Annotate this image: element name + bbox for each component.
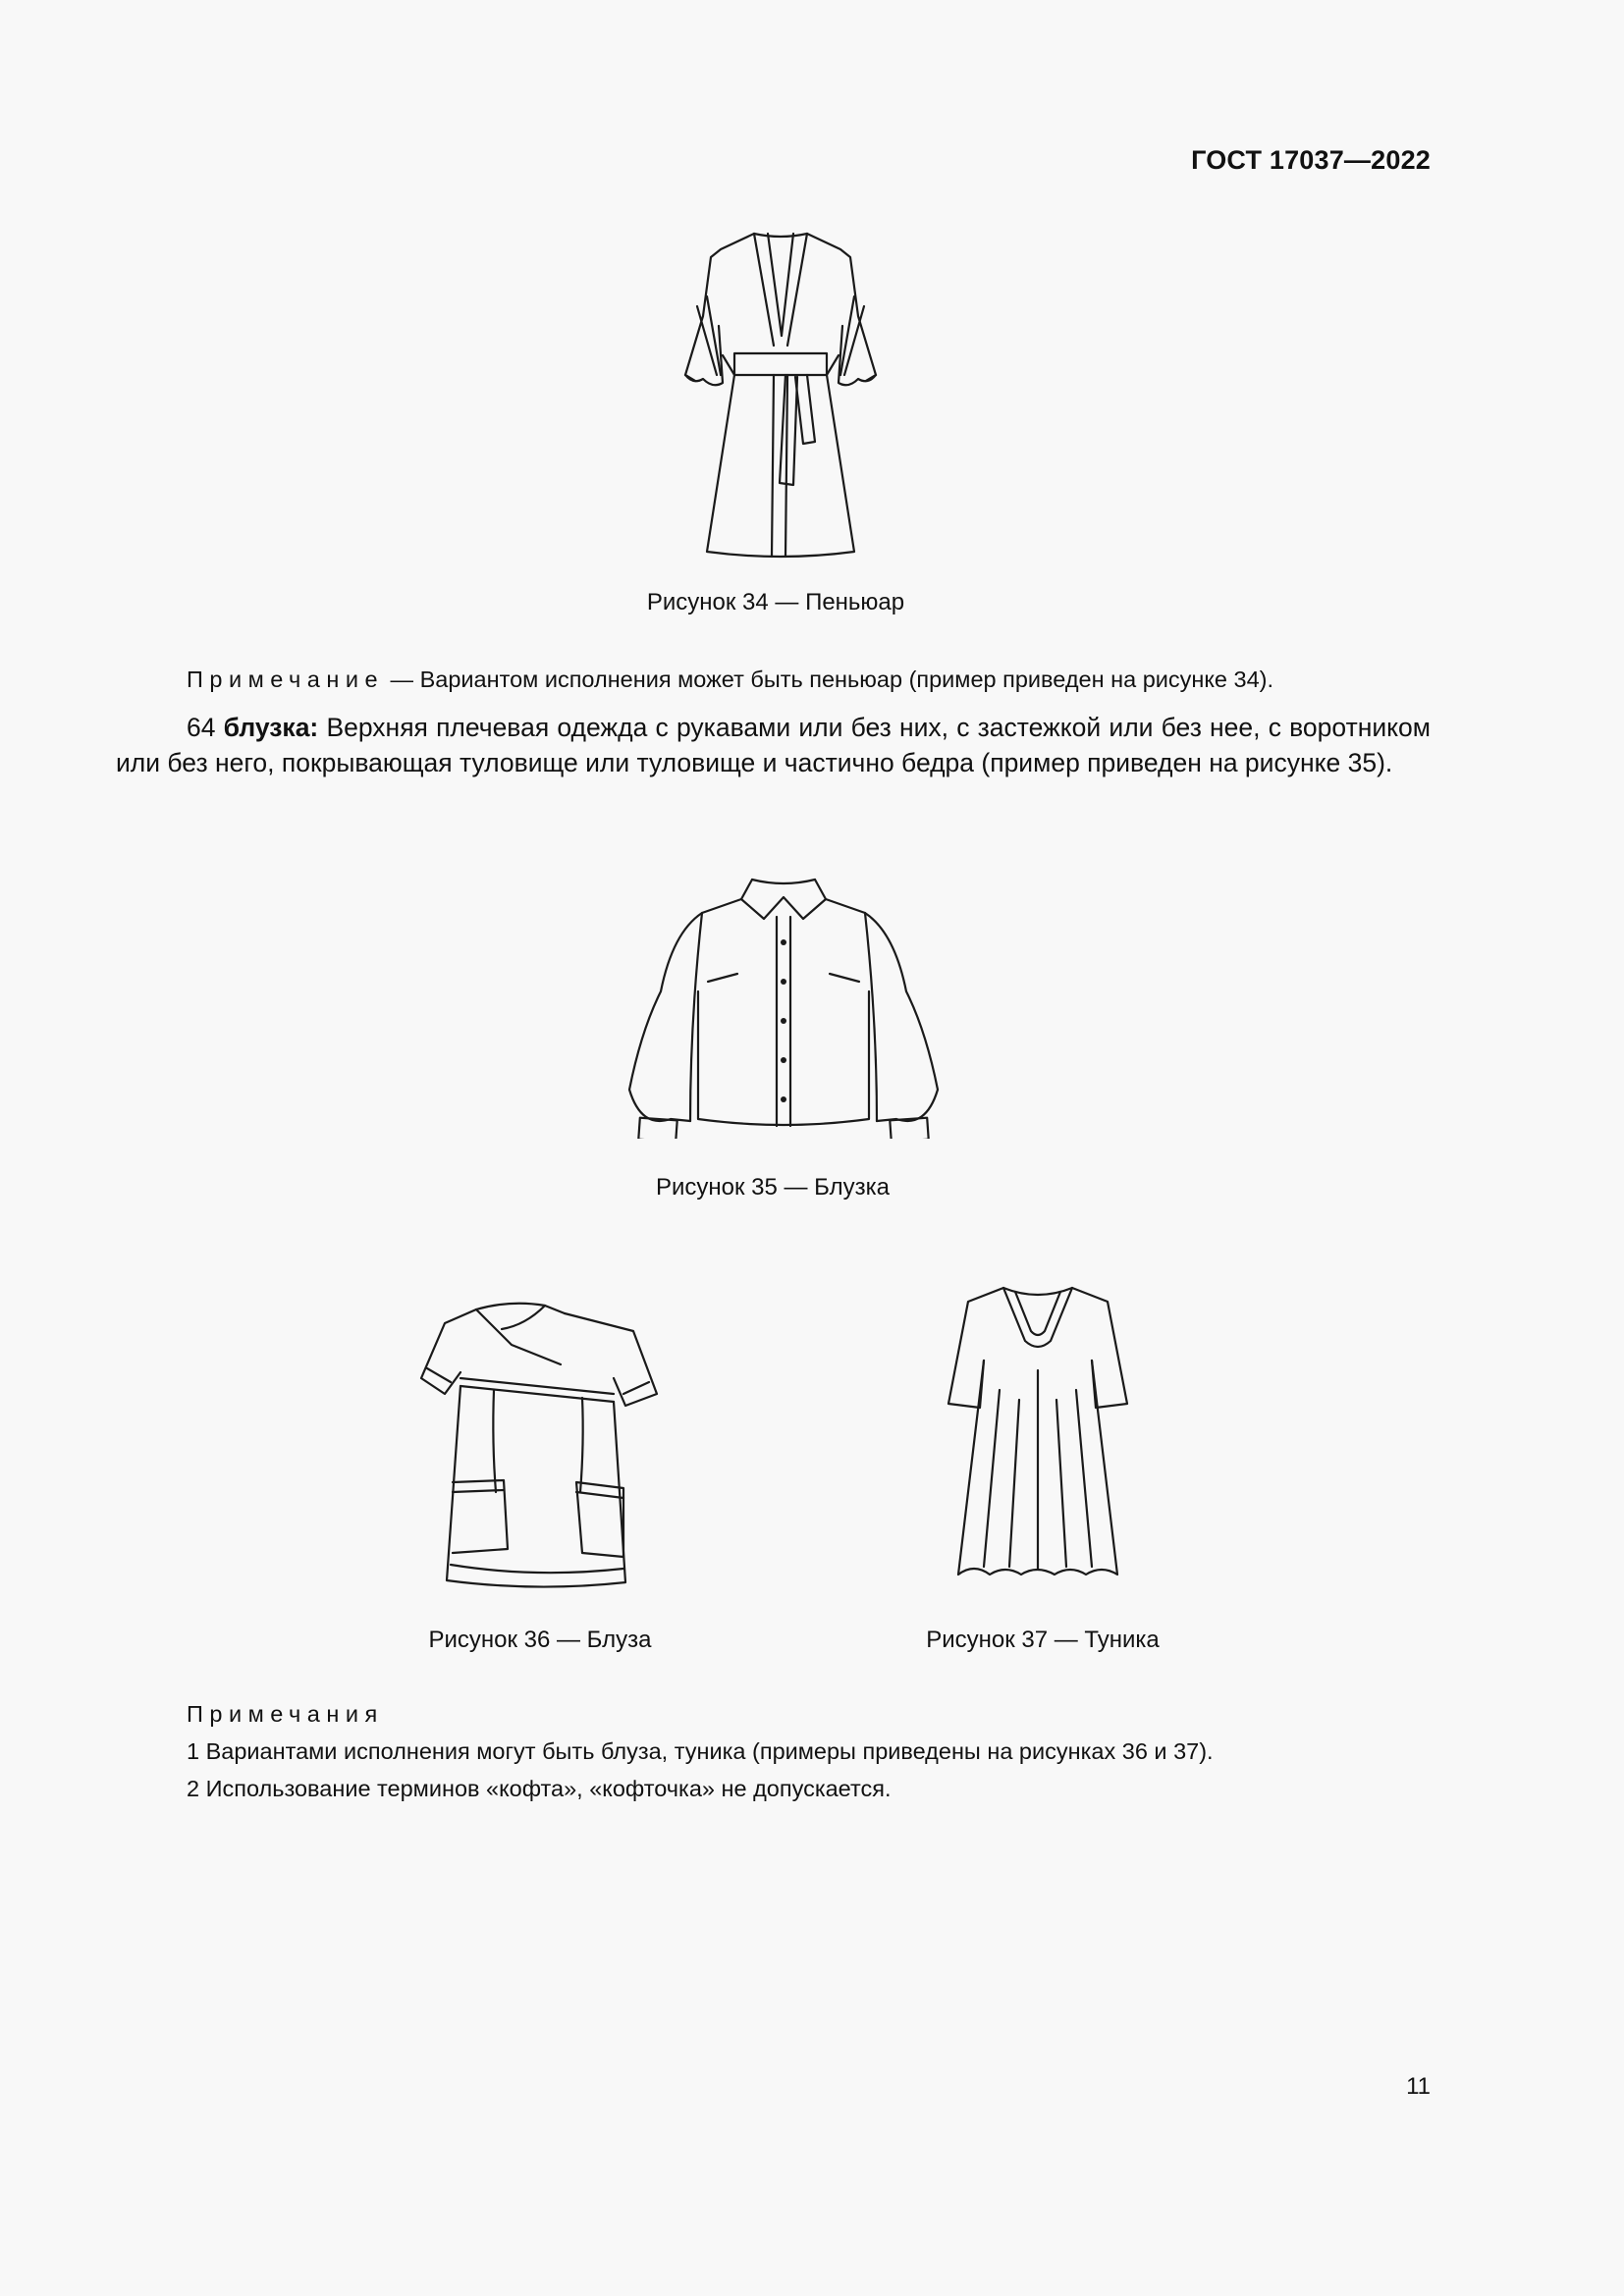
figure-36-caption: Рисунок 36 — Блуза	[428, 1627, 652, 1653]
figure-35-caption: Рисунок 35 — Блузка	[655, 1174, 891, 1201]
term-text: Верхняя плечевая одежда с рукавами или без них, с застежкой или без нее, с воротником или без него, покрывающая туловище или туловище и частично бедра (пример приведен на рисунке 35).	[116, 713, 1431, 777]
note-label: Примечание	[187, 667, 385, 692]
blouse-shirt-drawing	[622, 874, 946, 1139]
notes-heading: Примечания	[187, 1701, 384, 1727]
tunic-drawing	[945, 1282, 1131, 1586]
peignoir-drawing	[677, 228, 884, 561]
term-64-definition	[116, 710, 1431, 780]
note-text: — Вариантом исполнения может быть пеньюар (пример приведен на рисунке 34).	[384, 667, 1274, 692]
wrap-blouse-drawing	[417, 1296, 663, 1590]
note-item-1: 1 Вариантами исполнения могут быть блуза, туника (примеры приведены на рисунках 36 и 37).	[187, 1738, 1214, 1764]
document-header: ГОСТ 17037—2022	[1191, 145, 1431, 175]
note-34	[187, 667, 1273, 693]
page-number: 11	[1406, 2073, 1431, 2100]
note-item-2: 2 Использование терминов «кофта», «кофточка» не допускается.	[187, 1776, 892, 1801]
figure-34-caption: Рисунок 34 — Пеньюар	[646, 589, 905, 615]
figure-37-caption: Рисунок 37 — Туника	[926, 1627, 1160, 1653]
term-number: 64	[187, 713, 224, 742]
term-name: блузка:	[223, 713, 319, 742]
